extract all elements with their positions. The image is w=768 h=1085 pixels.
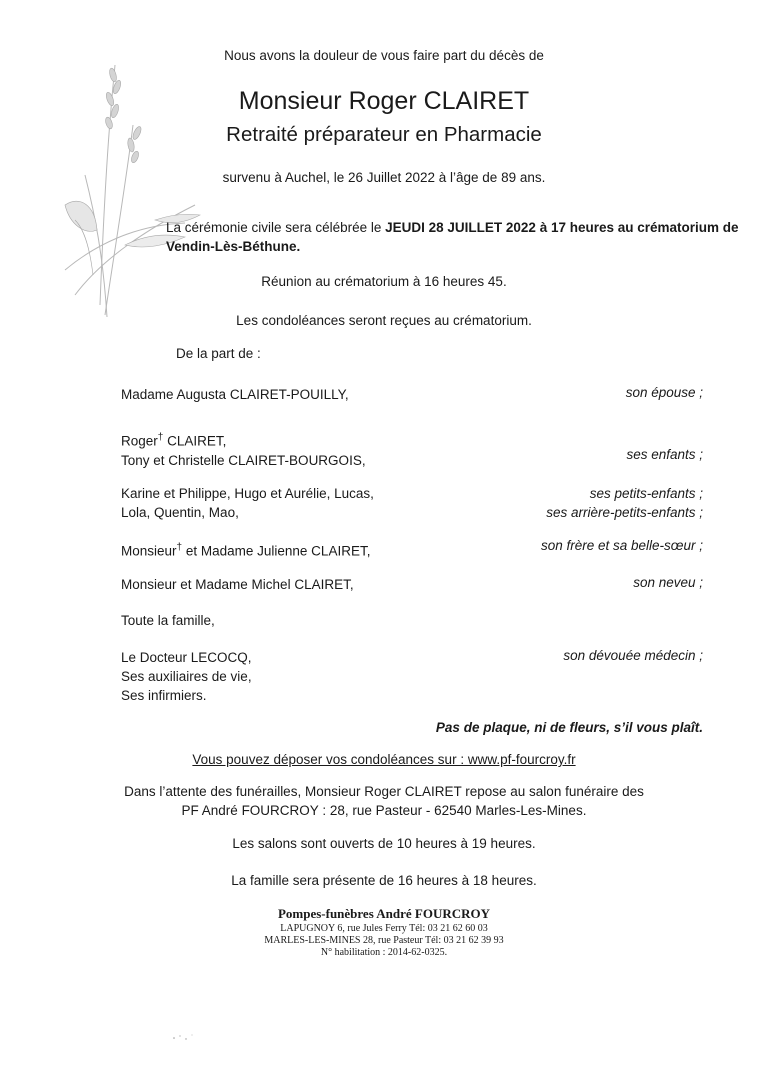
funeral-home-address-2: MARLES-LES-MINES 28, rue Pasteur Tél: 03 21 62 39 93 xyxy=(264,935,504,946)
deceased-name: Monsieur Roger CLAIRET xyxy=(238,87,530,115)
ceremony-date: JEUDI 28 JUILLET 2022 à 17 heures au crématorium de xyxy=(385,220,739,235)
relation-brother: son frère et sa belle-sœur ; xyxy=(540,538,703,553)
funeral-home-license: N° habilitation : 2014-62-0325. xyxy=(320,947,448,958)
ceremony-text xyxy=(166,218,739,256)
relation-nephew: son neveu ; xyxy=(633,575,703,590)
funeral-home-address-1: LAPUGNOY 6, rue Jules Ferry Tél: 03 21 62 60 03 xyxy=(280,923,488,934)
family-children: Roger† CLAIRET, Tony et Christelle CLAIRET-BOURGOIS, xyxy=(121,432,366,468)
relation-grandchildren: ses petits-enfants ; ses arrière-petits-enfants ; xyxy=(546,486,703,520)
intro-text: Nous avons la douleur de vous faire part du décès de xyxy=(224,48,544,63)
reunion-text: Réunion au crématorium à 16 heures 45. xyxy=(261,274,507,289)
death-line: survenu à Auchel, le 26 Juillet 2022 à l’âge de 89 ans. xyxy=(222,170,546,185)
family-nephew: Monsieur et Madame Michel CLAIRET, xyxy=(121,577,354,592)
salon-hours: Les salons sont ouverts de 10 heures à 19 heures. xyxy=(232,836,536,851)
family-grandchildren: Karine et Philippe, Hugo et Aurélie, Lucas, Lola, Quentin, Mao, xyxy=(121,486,374,520)
scan-specks xyxy=(170,1030,200,1044)
deceased-title: Retraité préparateur en Pharmacie xyxy=(226,123,542,146)
website-link[interactable]: Vous pouvez déposer vos condoléances sur : www.pf-fourcroy.fr xyxy=(192,752,576,767)
relation-spouse: son épouse ; xyxy=(625,385,703,400)
funeral-home-name: Pompes-funèbres André FOURCROY xyxy=(277,906,491,921)
ceremony-place: Vendin-Lès-Béthune. xyxy=(166,239,301,254)
family-brother: Monsieur† et Madame Julienne CLAIRET, xyxy=(121,542,371,559)
family-spouse: Madame Augusta CLAIRET-POUILLY, xyxy=(121,387,349,402)
relation-children: ses enfants ; xyxy=(626,447,703,462)
from-label: De la part de : xyxy=(176,346,261,361)
ceremony-prefix: La cérémonie civile sera célébrée le xyxy=(166,220,386,235)
family-all: Toute la famille, xyxy=(121,613,215,628)
dagger-mark: † xyxy=(157,432,164,443)
rest-text: Dans l’attente des funérailles, Monsieur Roger CLAIRET repose au salon funéraire des PF André FOURCROY : 28, rue Pasteur - 62540 Marles-Les-Mines. xyxy=(124,784,644,818)
relation-doctor: son dévouée médecin ; xyxy=(563,648,703,663)
family-presence: La famille sera présente de 16 heures à 18 heures. xyxy=(231,873,537,888)
condolences-text: Les condoléances seront reçues au crématorium. xyxy=(236,313,532,328)
no-flowers-notice: Pas de plaque, ni de fleurs, s’il vous plaît. xyxy=(435,720,703,735)
dagger-mark: † xyxy=(176,542,183,553)
family-doctor: Le Docteur LECOCQ, Ses auxiliaires de vie, Ses infirmiers. xyxy=(121,650,252,703)
